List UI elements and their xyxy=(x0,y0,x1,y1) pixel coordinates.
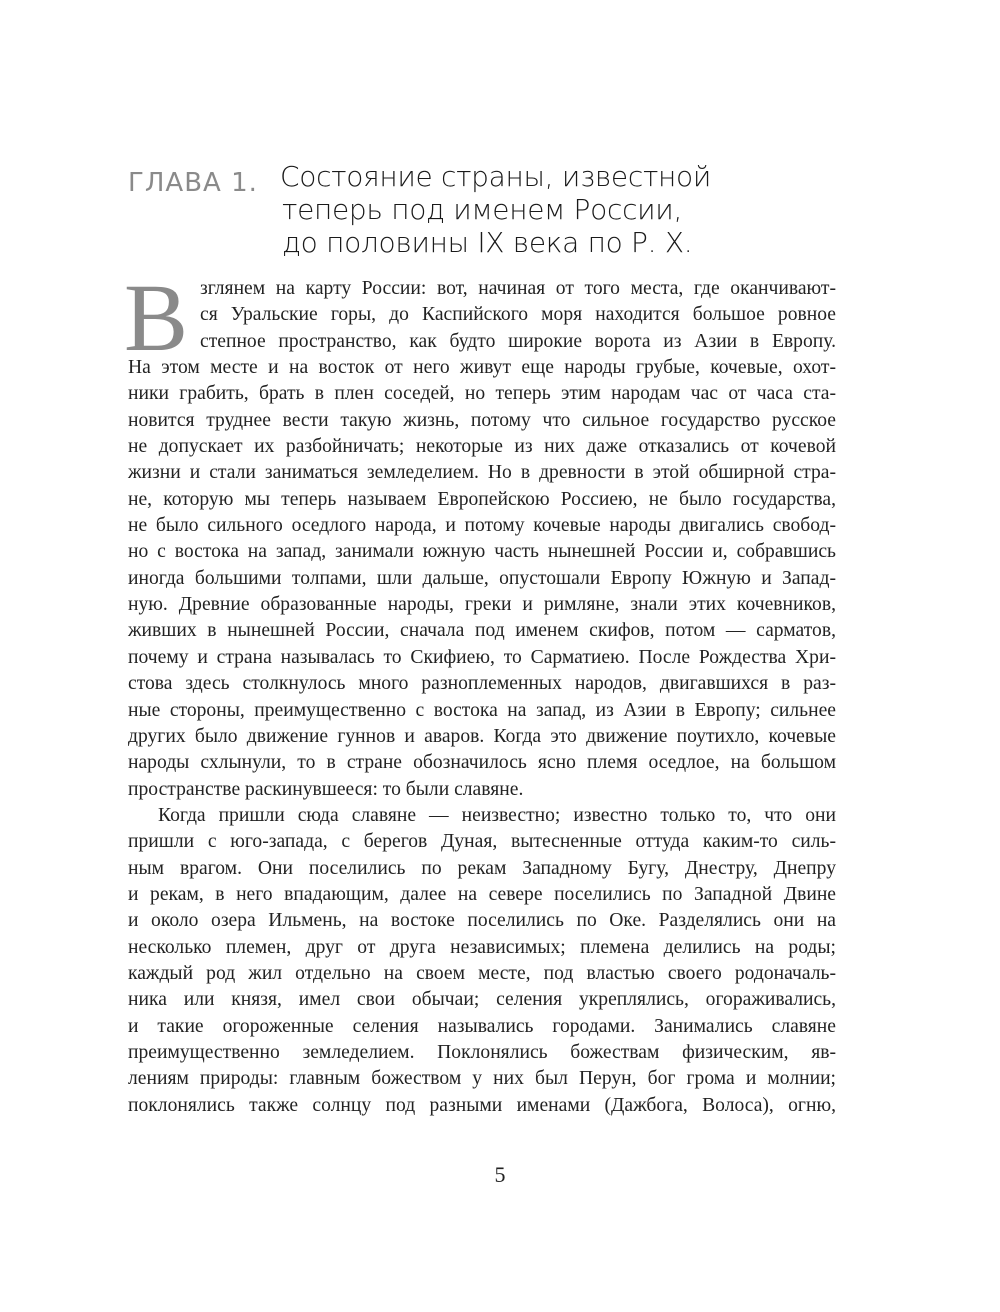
text-line: народы схлынули, то в стране обозначилось ясно племя оседлое, на большом xyxy=(128,752,836,774)
text-line: живших в нынешней России, сначала под именем скифов, потом — сарматов, xyxy=(128,620,836,642)
text-line: несколько племен, друг от друга независимых; племена делились на роды; xyxy=(128,936,836,958)
chapter-title-line: теперь под именем России, xyxy=(282,193,683,226)
chapter-heading xyxy=(128,160,888,270)
chapter-title-line: Состояние страны, известной xyxy=(280,160,711,193)
chapter-title-line: до половины IX века по Р. Х. xyxy=(282,226,693,259)
text-line: ным врагом. Они поселились по рекам Западному Бугу, Днестру, Днепру xyxy=(128,857,836,879)
text-line: не допускает их разбойничать; некоторые из них даже отказались от кочевой xyxy=(128,436,836,458)
body-text xyxy=(124,264,836,1119)
chapter-label: ГЛАВА 1. xyxy=(128,168,258,198)
paragraph-1 xyxy=(128,355,836,803)
text-line: На этом месте и на восток от него живут еще народы грубые, кочевые, охот- xyxy=(128,357,836,379)
text-line: ные стороны, преимущественно с востока на запад, из Азии в Европу; сильнее xyxy=(128,699,836,721)
text-line: ника или князя, имел свои обычаи; селения укреплялись, огораживались, xyxy=(128,989,836,1011)
text-line: жизни и стали заниматься земледелием. Но в древности в этой обширной стра- xyxy=(128,462,836,484)
text-line: каждый род жил отдельно на своем месте, под властью своего родоначаль- xyxy=(128,962,836,984)
text-line: иногда большими толпами, шли дальше, опустошали Европу Южную и Запад- xyxy=(128,567,836,589)
chapter-title xyxy=(280,160,880,259)
text-line: Когда пришли сюда славяне — неизвестно; известно только то, что они xyxy=(158,804,836,826)
text-line: не было сильного оседлого народа, и потому кочевые народы двигались свобод- xyxy=(128,515,836,537)
text-line: и такие огороженные селения назывались городами. Занимались славяне xyxy=(128,1015,836,1037)
text-line: лениям природы: главным божеством у них был Перун, бог грома и молнии; xyxy=(128,1068,836,1090)
text-line: новится труднее вести такую жизнь, потому что сильное государство русское xyxy=(128,409,836,431)
text-line: не, которую мы теперь называем Европейскою Россиею, не было государства, xyxy=(128,488,836,510)
text-line: зглянем на карту России: вот, начиная от того места, где оканчивают- xyxy=(200,278,836,299)
text-line: пришли с юго-запада, с берегов Дуная, вытесненные оттуда каким-то силь- xyxy=(128,831,836,853)
text-line: стова здесь столкнулось много разноплеменных народов, двигавшихся в раз- xyxy=(128,673,836,695)
text-line: но с востока на запад, занимали южную часть нынешней России и, собравшись xyxy=(128,541,836,563)
text-line: пространстве раскинувшееся: то были славяне. xyxy=(128,778,524,800)
text-line: преимущественно земледелием. Поклонялись божествам физическим, яв- xyxy=(128,1041,836,1063)
paragraph-2 xyxy=(128,803,836,1119)
text-line: ники грабить, брать в плен соседей, но теперь этим народам час от часа ста- xyxy=(128,383,836,405)
page-number: 5 xyxy=(494,1162,506,1187)
text-line: поклонялись также солнцу под разными именами (Дажбога, Волоса), огню, xyxy=(128,1094,836,1116)
text-line: ную. Древние образованные народы, греки и римляне, знали этих кочевников, xyxy=(128,594,836,616)
text-line: степное пространство, как будто широкие ворота из Азии в Европу. xyxy=(200,330,836,352)
drop-cap: В xyxy=(124,264,189,371)
text-line: ся Уральские горы, до Каспийского моря находится большое ровное xyxy=(200,304,836,326)
text-line: и около озера Ильмень, на востоке поселились по Оке. Разделялись они на xyxy=(128,910,836,932)
text-line: других было движение гуннов и аваров. Когда это движение поутихло, кочевые xyxy=(128,725,836,747)
text-line: почему и страна называлась то Скифиею, то Сарматиею. После Рождества Хри- xyxy=(128,646,836,668)
text-line: и рекам, в него впадающим, далее на севере поселились по Западной Двине xyxy=(128,883,836,905)
